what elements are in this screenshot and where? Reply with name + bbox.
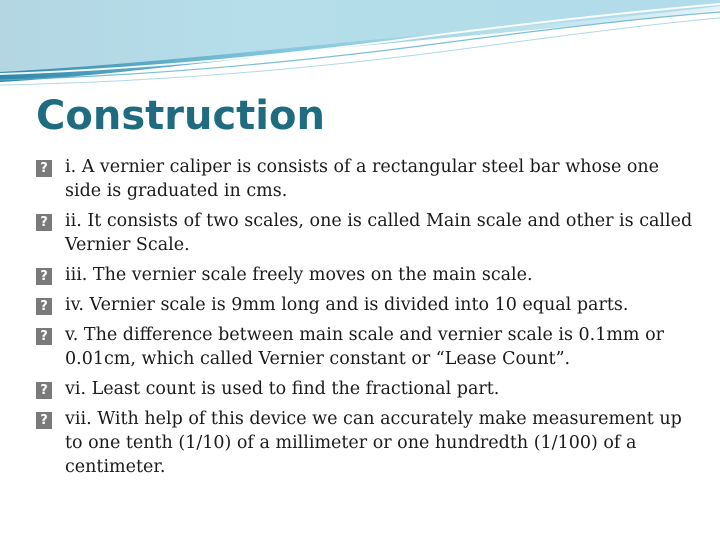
header-wave-decoration xyxy=(0,0,720,90)
bullet-box-icon: ? xyxy=(36,382,52,399)
list-item-text: vii. With help of this device we can accurately make measurement up to one tenth (1/10) of a millimeter or one hundredth (1/100) of a centimeter. xyxy=(65,409,682,477)
list-item-text: ii. It consists of two scales, one is called Main scale and other is called Vernier Scale. xyxy=(65,211,693,255)
slide-title: Construction xyxy=(36,93,325,139)
list-item-text: iii. The vernier scale freely moves on the main scale. xyxy=(65,265,533,285)
bullet-box-icon: ? xyxy=(36,160,52,177)
bullet-box-icon: ? xyxy=(36,328,52,345)
list-item-text: i. A vernier caliper is consists of a rectangular steel bar whose one side is graduated in cms. xyxy=(65,157,660,201)
list-item xyxy=(36,209,696,257)
bullet-box-icon: ? xyxy=(36,214,52,231)
bullet-box-icon: ? xyxy=(36,268,52,285)
list-item xyxy=(36,155,696,203)
bullet-box-icon: ? xyxy=(36,412,52,429)
list-item xyxy=(36,377,696,401)
list-item-text: iv. Vernier scale is 9mm long and is divided into 10 equal parts. xyxy=(65,295,629,315)
list-item-text: vi. Least count is used to find the fractional part. xyxy=(65,379,500,399)
list-item-text: v. The difference between main scale and vernier scale is 0.1mm or 0.01cm, which called Vernier constant or “Lease Count”. xyxy=(65,325,664,369)
list-item xyxy=(36,407,696,479)
list-item xyxy=(36,293,696,317)
list-item xyxy=(36,263,696,287)
construction-bullet-list xyxy=(36,155,696,485)
list-item xyxy=(36,323,696,371)
bullet-box-icon: ? xyxy=(36,298,52,315)
